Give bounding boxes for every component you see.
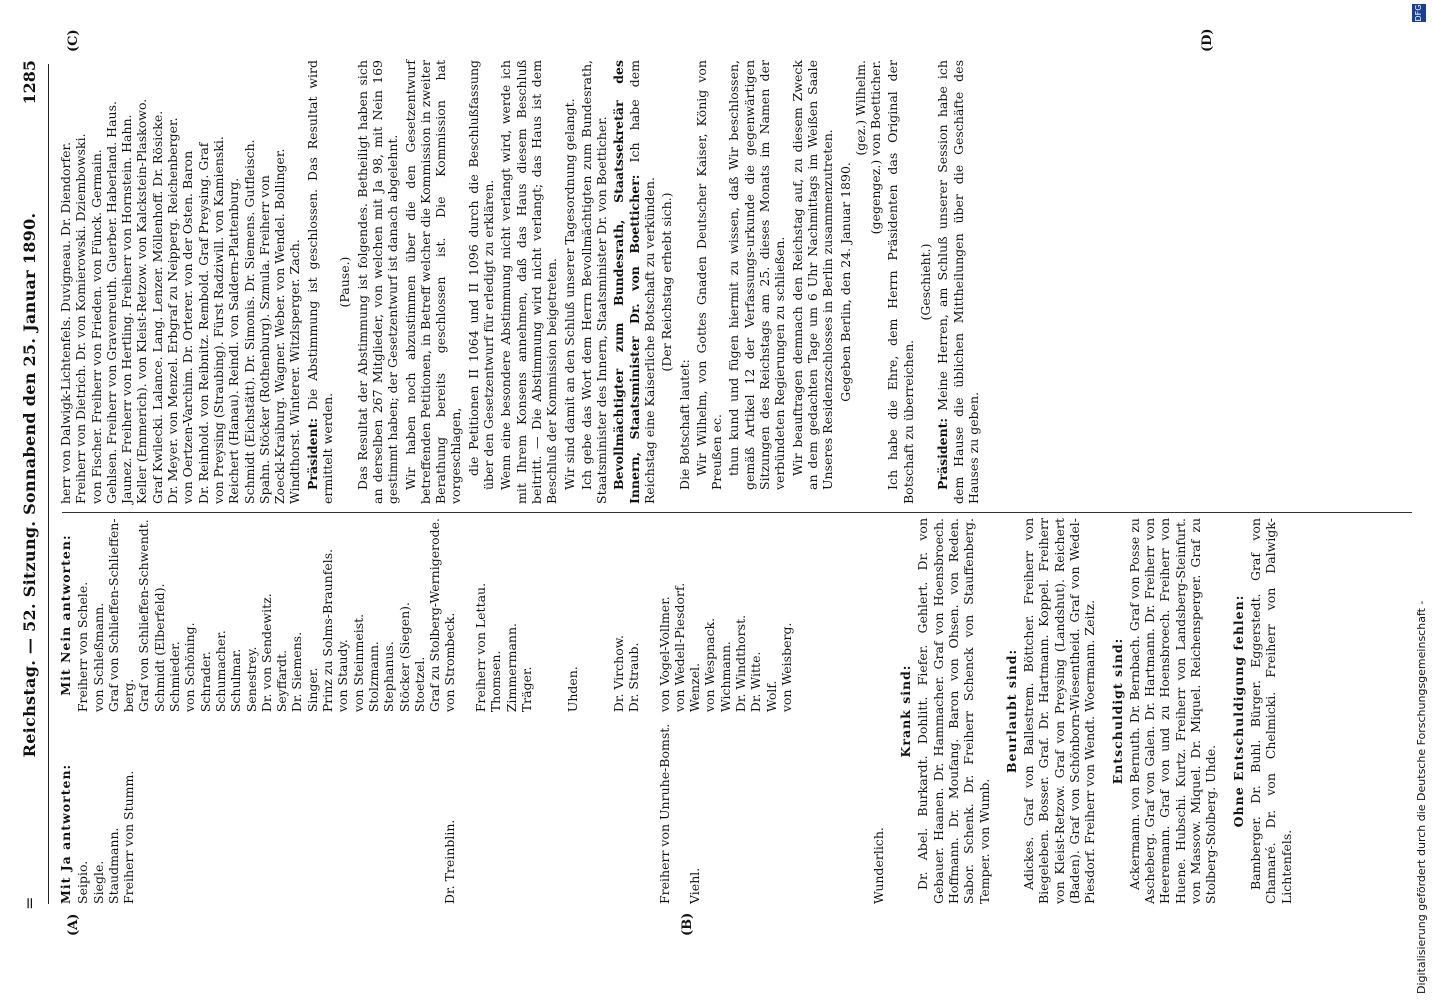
absent-name-line: Schmidt (Eichstätt). Dr. Simonis. Dr. Siemens. Gutfleisch. [241, 139, 257, 504]
ja-voter-name [718, 720, 733, 904]
absent-name-line: Dr. Meyer. von Menzel. Erbgraf zu Neipperg. Reichenberger. [165, 117, 181, 504]
speaker-label-2: Präsident: [935, 417, 951, 490]
absent-name-line: von Fischer. Freiherr von Frieden. von Fünck. Germain. [88, 149, 104, 504]
nein-voter-name: von Vogel-Vollmer. [656, 596, 672, 713]
ja-voter-name [213, 720, 228, 904]
ja-voter-name [335, 720, 350, 904]
margin-marker-b: (B) [680, 912, 695, 936]
nein-voter-name: von Schleßmann. [90, 602, 106, 713]
nein-voter-name: Zimmermann. [503, 623, 519, 713]
ja-voter-name [351, 720, 366, 904]
ja-voter-name [305, 720, 320, 904]
nein-voter-name: Schrader. [197, 651, 213, 713]
dfg-logo: DFG [1412, 4, 1426, 22]
ja-voter-name [473, 720, 488, 904]
absent-name-line: Keller (Emmerich). von Kleist-Retzow. von Kalckstein-Plaskowo. [134, 98, 150, 504]
ja-voter-name: Staudmann. [105, 827, 121, 904]
ja-names [75, 720, 886, 904]
ja-voter-name [595, 720, 610, 904]
give-floor-paragraph: Ich gebe das Wort dem Herrn Bevollmächtigten zum Bundesrath, Staatsminister des Innern, Staatsminister Dr. von Boetticher. [578, 60, 610, 504]
nein-title: Mit Nein antworten: [58, 534, 73, 696]
ja-voter-name [198, 720, 213, 904]
margin-marker-d: (D) [1200, 28, 1215, 52]
ja-voter-name [259, 720, 274, 904]
margin-marker-c: (C) [66, 29, 81, 52]
ja-voter-name [702, 720, 717, 904]
ohne-text: Bamberger. Dr. Buhl. Bürger. Eggerstedt. Graf von Chamaré. Dr. von Chelmicki. Freiherr von Dalwigk-Lichtenfels. [1247, 518, 1294, 904]
ja-voter-name [504, 720, 519, 904]
ja-voter-name [228, 720, 243, 904]
ja-voter-name [397, 720, 412, 904]
ja-voter-name: Seipio. [75, 860, 91, 904]
nein-voter-name: Graf von Schlieffen-Schlieffen- [105, 518, 121, 713]
handover-paragraph: Ich habe die Ehre, dem Herrn Präsidenten das Original der Botschaft zu überreichen. [885, 60, 916, 504]
ja-list [58, 720, 886, 904]
ja-voter-name [519, 720, 534, 904]
ja-voter-name [825, 720, 840, 904]
nein-voter-name: Wichmann. [717, 641, 733, 713]
absent-name-line: Graf Kwilecki. Lalance. Lang. Lenzer. Möllenhoff. Dr. Rösicke. [149, 110, 165, 504]
ja-voter-name [641, 720, 656, 904]
nein-voter-name: von Wedell-Piesdorf. [671, 582, 687, 713]
absent-name-line: Freiherr von Dietrich. Dr. von Komierowski. Dziembowski. [73, 133, 89, 504]
absent-name-line: von Oertzen-Varchim. Dr. Orterer. von der Osten. Baron [180, 150, 196, 504]
ja-voter-name [534, 720, 549, 904]
beurlaubt-section [1004, 518, 1098, 904]
ja-voter-name [167, 720, 182, 904]
nein-voter-name: Dr. Witte. [748, 651, 764, 713]
beurlaubt-text: Adickes. Graf von Ballestrem. Böttcher. Freiherr von Biegeleben. Bosser. Graf. Dr. Hartmann. Koppel. Freiherr von Kleist-Retzow. Graf von Preysing (Landshut). Reichert (Baden). Graf von Schönborn-Wiesentheid. Graf von Wedel-Piesdorf. Freiherr von Wendt. Woermann. Zeitz. [1021, 518, 1098, 904]
krank-text: Dr. Abel. Burkardt. Dohlitt. Fiefer. Gehlert. Dr. von Gebauer. Haanen. Dr. Hammacher. Graf von Hoensbroech. Hoffmann. Dr. Moufang. Baron von Ohsen. von Reden. Sabor. Schenk. Dr. Freiherr Schenck von Stauffenberg. Temper. von Wumb. [915, 518, 992, 904]
ja-voter-name [855, 720, 870, 904]
ja-voter-name [182, 720, 197, 904]
ja-voter-name: Freiherr von Unruhe-Bomst. [656, 723, 672, 904]
nein-voter-name: Singer. [304, 667, 320, 713]
ja-voter-name [779, 720, 794, 904]
ja-voter-name [794, 720, 809, 904]
countersignature: (gegengez.) von Boetticher. [868, 60, 884, 235]
nein-voter-name: Stöcker (Siegen). [396, 602, 412, 713]
ja-voter-name [458, 720, 473, 904]
ja-voter-name: Siegle. [90, 860, 106, 904]
nein-voter-name: Dr. Siemens. [289, 631, 305, 713]
president-remark-1 [305, 60, 336, 504]
ja-title: Mit Ja antworten: [58, 763, 73, 904]
ohne-section [1231, 518, 1294, 904]
nein-list [58, 518, 886, 712]
ja-voter-name [733, 720, 748, 904]
ja-voter-name [412, 720, 427, 904]
signature-wilhelm: (gez.) Wilhelm. [852, 60, 868, 156]
nein-names [75, 518, 794, 712]
nein-voter-name: von Staudy. [335, 639, 351, 713]
ja-voter-name [320, 720, 335, 904]
page-header [22, 60, 44, 910]
message-date: Gegeben Berlin, den 24. Januar 1890. [837, 162, 853, 402]
ja-voter-name [840, 720, 855, 904]
absent-names-continued [58, 60, 303, 504]
nein-voter-name [595, 518, 610, 712]
nein-voter-name: Graf von Schlieffen-Schwendt. [136, 519, 152, 713]
minister-remark [611, 60, 657, 504]
nein-voter-name: Stolzmann. [365, 641, 381, 713]
nein-voter-name: Wenzel. [687, 662, 703, 713]
minister-label: Bevollmächtigter zum Bundesrath, Staatssekretär des Innern, Staatsminister Dr. von Boetticher: [611, 60, 642, 504]
ja-voter-name [381, 720, 396, 904]
message-body-2: Wir beauftragen demnach den Reichstag auf, zu diesem Zweck an dem gedachten Tage um 6 Uhr Nachmittags im Weißen Saale Unseres Residenzschlosses in Berlin zusammenzutreten. [789, 60, 836, 490]
column-divider [62, 512, 1412, 513]
result-paragraph: Das Resultat der Abstimmung ist folgendes. Betheiligt haben sich an derselben 267 Mitglieder, von welchen mit Ja 98, mit Nein 169 gestimmt haben; der Gesetzentwurf ist danach abgelehnt. [354, 60, 401, 504]
nein-voter-name: Träger. [518, 666, 534, 713]
nein-voter-name: Seyffardt. [274, 649, 290, 713]
ja-voter-name [565, 720, 580, 904]
ja-voter-name [580, 720, 595, 904]
petition-paragraph: Wir haben noch abzustimmen über die den Gesetzentwurf betreffenden Petitionen, in Betreff welcher die Kommission in zweiter Berathung bereits geschlossen ist. Die Kommission hat vorgeschlagen, [402, 60, 464, 504]
nein-voter-name: von Strombeck. [442, 612, 458, 713]
message-salutation: Wir Wilhelm, von Gottes Gnaden Deutscher Kaiser, König von Preußen ec. [693, 60, 725, 490]
nein-voter-name: Stoetzel. [411, 656, 427, 713]
ja-voter-name [366, 720, 381, 904]
remark-text-2: Meine Herren, am Schluß unserer Session habe ich dem Hause die üblichen Mittheilungen über die Geschäfte des Hauses zu geben. [935, 60, 981, 504]
entschuldigt-section [1110, 518, 1219, 904]
ja-voter-name [136, 720, 151, 904]
vote-lists [58, 518, 886, 904]
krank-section [898, 518, 992, 904]
vote-paragraph: Wenn eine besondere Abstimmung nicht verlangt wird, werde ich mit Ihrem Konsens annehmen, daß das Haus diesem Beschluß beitritt. — Die Abstimmung wird nicht verlangt; das Haus ist dem Beschluß der Kommission beigetreten. [498, 60, 560, 504]
absent-name-line: von Preysing (Straubing). Fürst Radziwill. von Kamienski. [210, 136, 226, 504]
ja-voter-name [289, 720, 304, 904]
absent-name-line: Gehlsen. Freiherr von Gravenreuth. Guerber. Haberland. Haus. [103, 101, 119, 504]
nein-voter-name: Schmidt (Elberfeld). [151, 583, 167, 713]
nein-voter-name: von Steinmeist. [350, 613, 366, 713]
nein-voter-name [580, 518, 595, 712]
nein-voter-name [458, 518, 473, 712]
beurlaubt-title: Beurlaubt sind: [1003, 648, 1019, 774]
minister-text: Ich habe dem Reichstag eine Kaiserliche Botschaft zu verkünden. [626, 60, 657, 504]
absent-name-line: Zoeckl-Kraiburg. Wagner. Weber. von Wendel. Bollinger. [272, 148, 288, 504]
nein-voter-name: von Wespnack. [702, 617, 718, 713]
nein-voter-name: Thomsen. [488, 650, 504, 713]
ja-voter-name [488, 720, 503, 904]
nein-voter-name: Dr. Virchow. [610, 635, 626, 713]
footer-text: Digitalisierung gefördert durch die Deutsche Forschungsgemeinschaft - [1415, 600, 1428, 994]
nein-voter-name: Freiherr von Lettau. [473, 582, 489, 713]
speaker-label: Präsident: [304, 417, 320, 490]
message-body-1: thun kund und fügen hiermit zu wissen, daß Wir beschlossen, gemäß Artikel 12 der Verfassungs-urkunde die gegenwärtigen Sitzungen des Reichstags am 25. dieses Monats im Namen der verbündeten Regierungen zu schließen. [726, 60, 788, 490]
absent-name-line: Spahn. Stöcker (Rothenburg). Szmula. Freiherr von [256, 175, 272, 504]
ja-voter-name [427, 720, 442, 904]
remark-text: Die Abstimmung ist geschlossen. Das Resultat wird ermittelt werden. [304, 60, 336, 504]
pause-note: (Pause.) [337, 256, 353, 308]
nein-voter-name: Prinz zu Solms-Braunfels. [320, 548, 336, 713]
krank-title: Krank sind: [898, 664, 914, 758]
nein-voter-name: von Schöning. [182, 622, 198, 713]
ja-voter-name [244, 720, 259, 904]
nein-voter-name: Senestrey. [243, 646, 259, 713]
absent-name-line: Dr. Reinhold. von Reibnitz. Rembold. Graf Preysing. Graf [195, 142, 211, 504]
nein-voter-name: Schmieder. [167, 641, 183, 713]
nein-voter-name: Freiherr von Schele. [75, 581, 91, 713]
digitization-footer [1410, 0, 1432, 1000]
nein-voter-name: Schulmar. [228, 648, 244, 713]
margin-marker-a: (A) [66, 913, 81, 936]
absent-name-line: Jaunez. Freiherr von Hertling. Freiherr von Hornstein. Hahn. [119, 114, 135, 504]
ja-voter-name [611, 720, 626, 904]
message-intro: Die Botschaft lautet: [676, 359, 692, 490]
stage-direction: (Der Reichstag erhebt sich.) [659, 192, 675, 372]
ja-voter-name: Dr. Treinblin. [442, 819, 458, 904]
nein-voter-name: von Weisberg. [778, 622, 794, 713]
ja-voter-name: Freiherr von Stumm. [121, 770, 137, 904]
nein-voter-name: Wolf. [763, 680, 779, 713]
entschuldigt-title: Entschuldigt sind: [1109, 637, 1125, 785]
ja-voter-name [764, 720, 779, 904]
left-column [58, 518, 1296, 904]
absent-name-line: Windthorst. Winterer. Witzlsperger. Zach. [287, 239, 303, 504]
absent-name-line: herr von Dalwigk-Lichtenfels. Duvigneau. Dr. Diendorfer. [58, 141, 73, 504]
ja-voter-name [672, 720, 687, 904]
nein-voter-name: Dr. Straub. [625, 642, 641, 713]
absent-name-line: Reichert (Hanau). Reindl. von Saldern-Plattenburg. [226, 177, 242, 504]
header-title: Reichstag. — 52. Sitzung. Sonnabend den 25. Januar 1890. [20, 212, 39, 758]
header-rule [48, 64, 49, 904]
ja-voter-name [810, 720, 825, 904]
nein-voter-name [550, 518, 565, 712]
nein-voter-name: Uhden. [564, 666, 580, 713]
ja-voter-name [152, 720, 167, 904]
ja-voter-name [550, 720, 565, 904]
entschuldigt-text: Ackermann. von Bernuth. Dr. Bernbach. Graf von Posse zu Ascheberg. Graf von Galen. Dr. Hartmann. Dr. Freiherr von Heeremann. Graf von und zu Hoensbroech. Freiherr von Huene. Hubschi. Kurtz. Freiherr von Landsberg-Steinfurt. von Massow. Miquel. Dr. Miquel. Reichensperger. Graf zu Stolberg-Stolberg. Uhde. [1126, 518, 1219, 904]
ja-voter-name [626, 720, 641, 904]
right-column [58, 60, 983, 504]
nein-voter-name [641, 518, 656, 712]
petition-proposal: die Petitionen II 1064 und II 1096 durch die Beschlußfassung über den Gesetzentwurf für erledigt zu erklären. [465, 60, 497, 490]
ja-voter-name: Viehl. [687, 867, 703, 904]
nein-voter-name: Schumacher. [212, 630, 228, 713]
ja-voter-name [748, 720, 763, 904]
header-mark: = [20, 896, 39, 910]
ohne-title: Ohne Entschuldigung fehlen: [1230, 594, 1246, 828]
nein-voter-name: Dr. Windthorst. [733, 614, 749, 713]
nein-voter-name: berg. [121, 678, 137, 713]
stage-direction-2: (Geschieht.) [918, 243, 934, 321]
nein-voter-name: Stephanus. [381, 641, 397, 713]
ja-voter-name: Wunderlich. [870, 827, 886, 904]
president-remark-2 [935, 60, 981, 504]
nein-voter-name: Graf zu Stolberg-Wernigerode. [427, 518, 443, 713]
nein-voter-name: Dr. von Sendewitz. [258, 593, 274, 713]
nein-voter-name [534, 518, 549, 712]
ja-voter-name [274, 720, 289, 904]
agenda-end-paragraph: Wir sind damit an den Schluß unserer Tagesordnung gelangt. [561, 98, 577, 490]
page-number: 1285 [20, 60, 39, 105]
